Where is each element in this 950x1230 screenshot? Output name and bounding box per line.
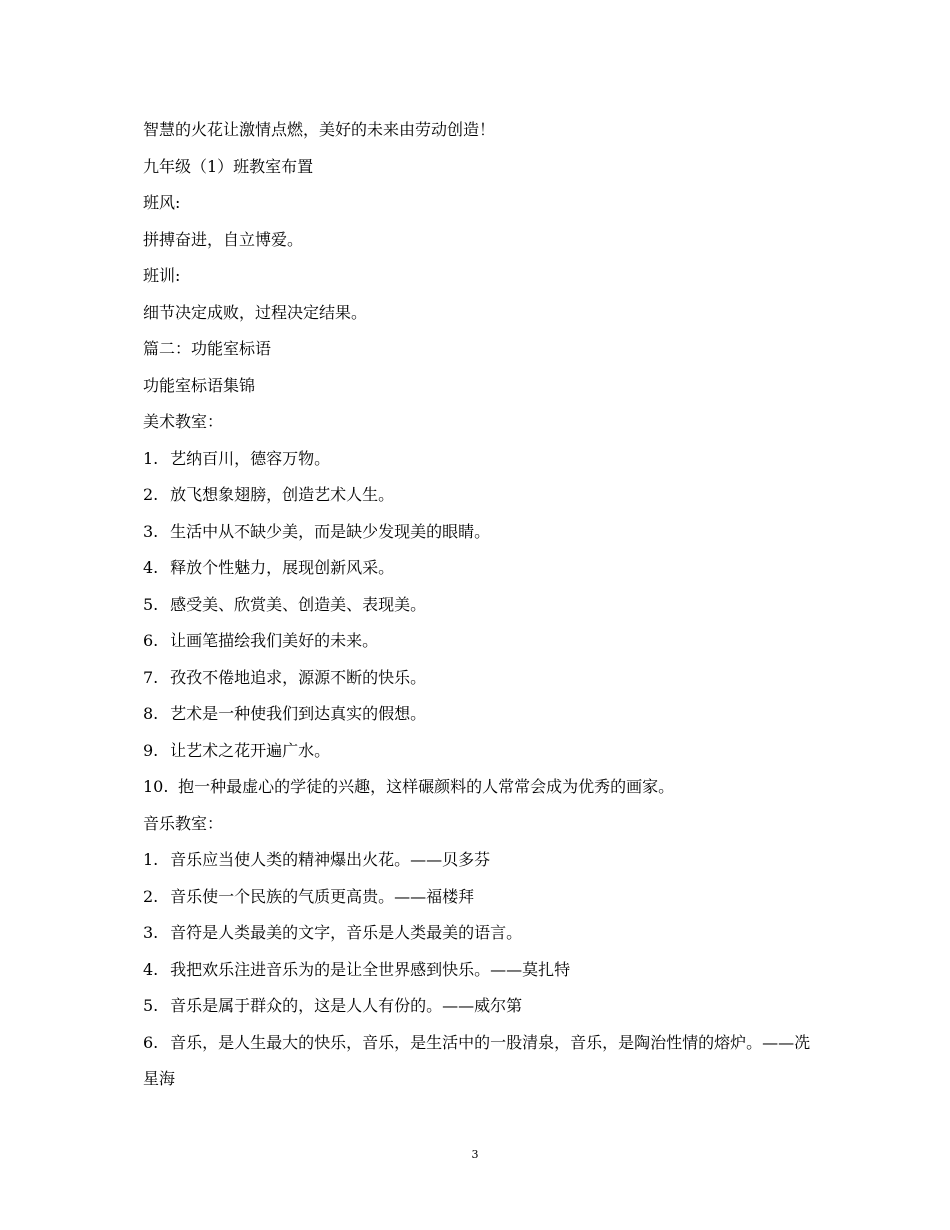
list-number: 1. [143, 448, 159, 468]
list-number: 2. [143, 485, 159, 504]
list-item [143, 696, 823, 733]
list-text: 我把欢乐注进音乐为的是让全世界感到快乐。——莫扎特 [170, 959, 571, 979]
list-text: 让艺术之花开遍广水。 [170, 740, 331, 760]
class-style-text: 拼搏奋进，自立博爱。 [143, 229, 304, 249]
class-motto-text: 细节决定成败，过程决定结果。 [143, 302, 368, 322]
list-item [143, 441, 823, 478]
music-room-heading: 音乐教室： [143, 813, 224, 833]
page-content [143, 112, 823, 1098]
list-item [143, 623, 823, 660]
list-number: 3. [143, 521, 159, 541]
list-number: 6. [143, 631, 159, 650]
list-text: 音乐，是人生最大的快乐，音乐，是生活中的一股清泉，音乐，是陶治性情的熔炉。——冼星海 [143, 1032, 811, 1088]
list-text: 艺术是一种使我们到达真实的假想。 [170, 704, 427, 723]
list-text: 孜孜不倦地追求，源源不断的快乐。 [170, 667, 427, 687]
list-text: 让画笔描绘我们美好的未来。 [170, 631, 379, 650]
list-number: 7. [143, 667, 159, 687]
list-number: 8. [143, 704, 159, 723]
list-item [143, 550, 823, 587]
list-number: 5. [143, 594, 159, 614]
list-number: 2. [143, 886, 159, 906]
list-item [143, 733, 823, 770]
class-motto-label: 班训: [143, 266, 181, 285]
list-text: 音乐是属于群众的，这是人人有份的。——威尔第 [170, 996, 523, 1015]
list-item [143, 988, 823, 1025]
list-item [143, 477, 823, 514]
class-title: 九年级（1）班教室布置 [143, 156, 314, 176]
list-item [143, 587, 823, 624]
list-number: 4. [143, 959, 159, 979]
list-text: 感受美、欣赏美、创造美、表现美。 [170, 594, 427, 614]
list-number: 6. [143, 1032, 159, 1052]
section-heading: 篇二：功能室标语 [143, 339, 272, 358]
list-text: 音乐应当使人类的精神爆出火花。——贝多芬 [170, 850, 491, 869]
list-text: 生活中从不缺少美，而是缺少发现美的眼睛。 [170, 521, 491, 541]
list-number: 1. [143, 850, 159, 869]
class-style-label: 班风: [143, 193, 181, 212]
list-item [143, 769, 823, 806]
list-number: 4. [143, 558, 159, 577]
section-subheading: 功能室标语集锦 [143, 375, 256, 395]
list-text: 音乐使一个民族的气质更高贵。——福楼拜 [170, 886, 475, 906]
list-item [143, 514, 823, 551]
list-item [143, 1025, 823, 1098]
list-text: 放飞想象翅膀，创造艺术人生。 [170, 485, 395, 504]
list-number: 10. [143, 777, 169, 796]
list-item [143, 952, 823, 989]
list-number: 5. [143, 996, 159, 1015]
list-number: 3. [143, 923, 159, 942]
list-item [143, 879, 823, 916]
list-text: 音符是人类最美的文字，音乐是人类最美的语言。 [170, 923, 523, 942]
list-item [143, 842, 823, 879]
art-room-heading: 美术教室： [143, 412, 224, 431]
list-item [143, 915, 823, 952]
list-text: 抱一种最虚心的学徒的兴趣，这样碾颜料的人常常会成为优秀的画家。 [178, 777, 675, 796]
page-number: 3 [471, 1148, 479, 1161]
list-text: 艺纳百川，德容万物。 [170, 448, 331, 468]
slogan-line: 智慧的火花让激情点燃，美好的未来由劳动创造！ [143, 120, 496, 139]
list-number: 9. [143, 740, 159, 760]
list-item [143, 660, 823, 697]
list-text: 释放个性魅力，展现创新风采。 [170, 558, 395, 577]
